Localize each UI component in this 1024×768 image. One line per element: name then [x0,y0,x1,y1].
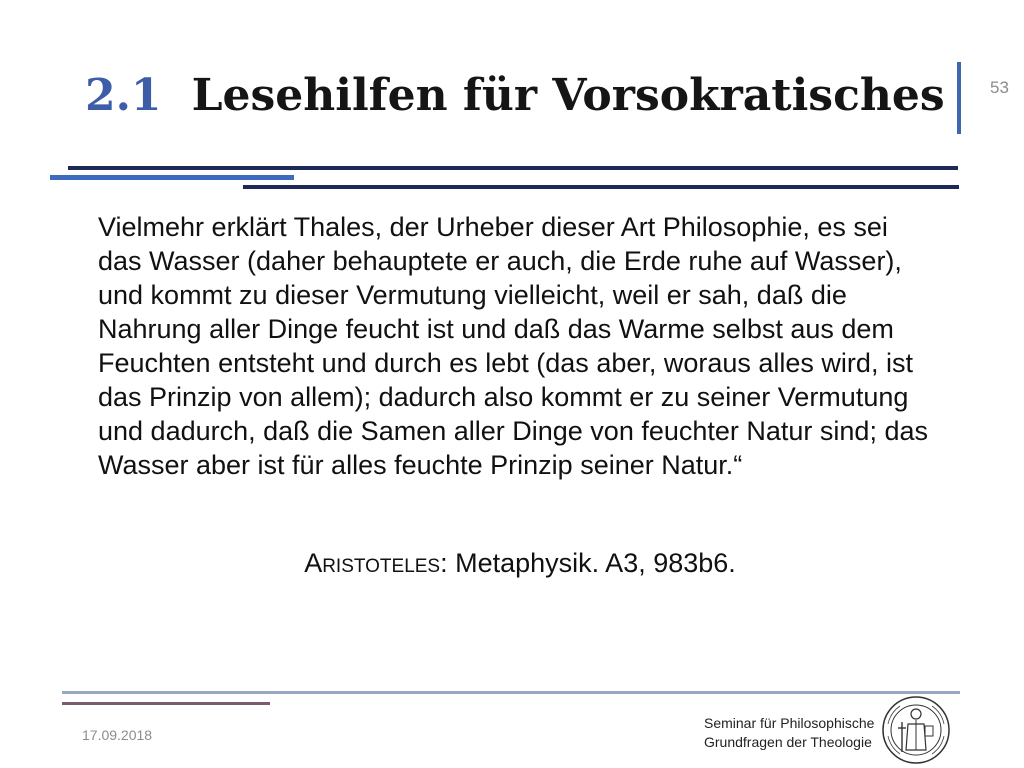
citation-source: : Metaphysik. A3, 983b6. [440,548,736,578]
title-rule-blue [50,175,294,180]
citation-author: Aristoteles [304,548,441,578]
citation [0,548,1024,579]
footer-rule [62,691,960,694]
title-rule-dark [68,166,958,170]
footer-rule-accent [62,702,270,705]
university-seal-icon [880,694,952,766]
section-number: 2.1 [85,70,162,121]
page-number: 53 [990,78,1009,97]
slide-title [85,66,945,126]
title-text: Lesehilfen für Vorsokratisches [191,70,945,121]
institute-line-2: Grundfragen der Theologie [704,734,872,750]
footer-date: 17.09.2018 [82,727,153,743]
title-rule-dark-lower [243,185,959,189]
quote-text: Vielmehr erklärt Thales, der Urheber dieser Art Philosophie, es sei das Wasser (daher behauptete er auch, die Erde ruhe auf Wasser), und kommt zu dieser Vermutung vielleicht, weil er sah, daß die Nahrung aller Dinge feucht ist und daß das Warme selbst aus dem Feuchten entsteht und durch es lebt (das aber, woraus alles wird, ist das Prinzip von allem); dadurch also kommt er zu seiner Vermutung und dadurch, daß die Samen aller Dinge von feuchter Natur sind; das Wasser aber ist für alles feuchte Prinzip seiner Natur.“ [98,212,928,480]
institute-name [704,714,884,752]
title-vertical-bar [957,62,961,134]
institute-line-1: Seminar für Philosophische [704,715,875,731]
